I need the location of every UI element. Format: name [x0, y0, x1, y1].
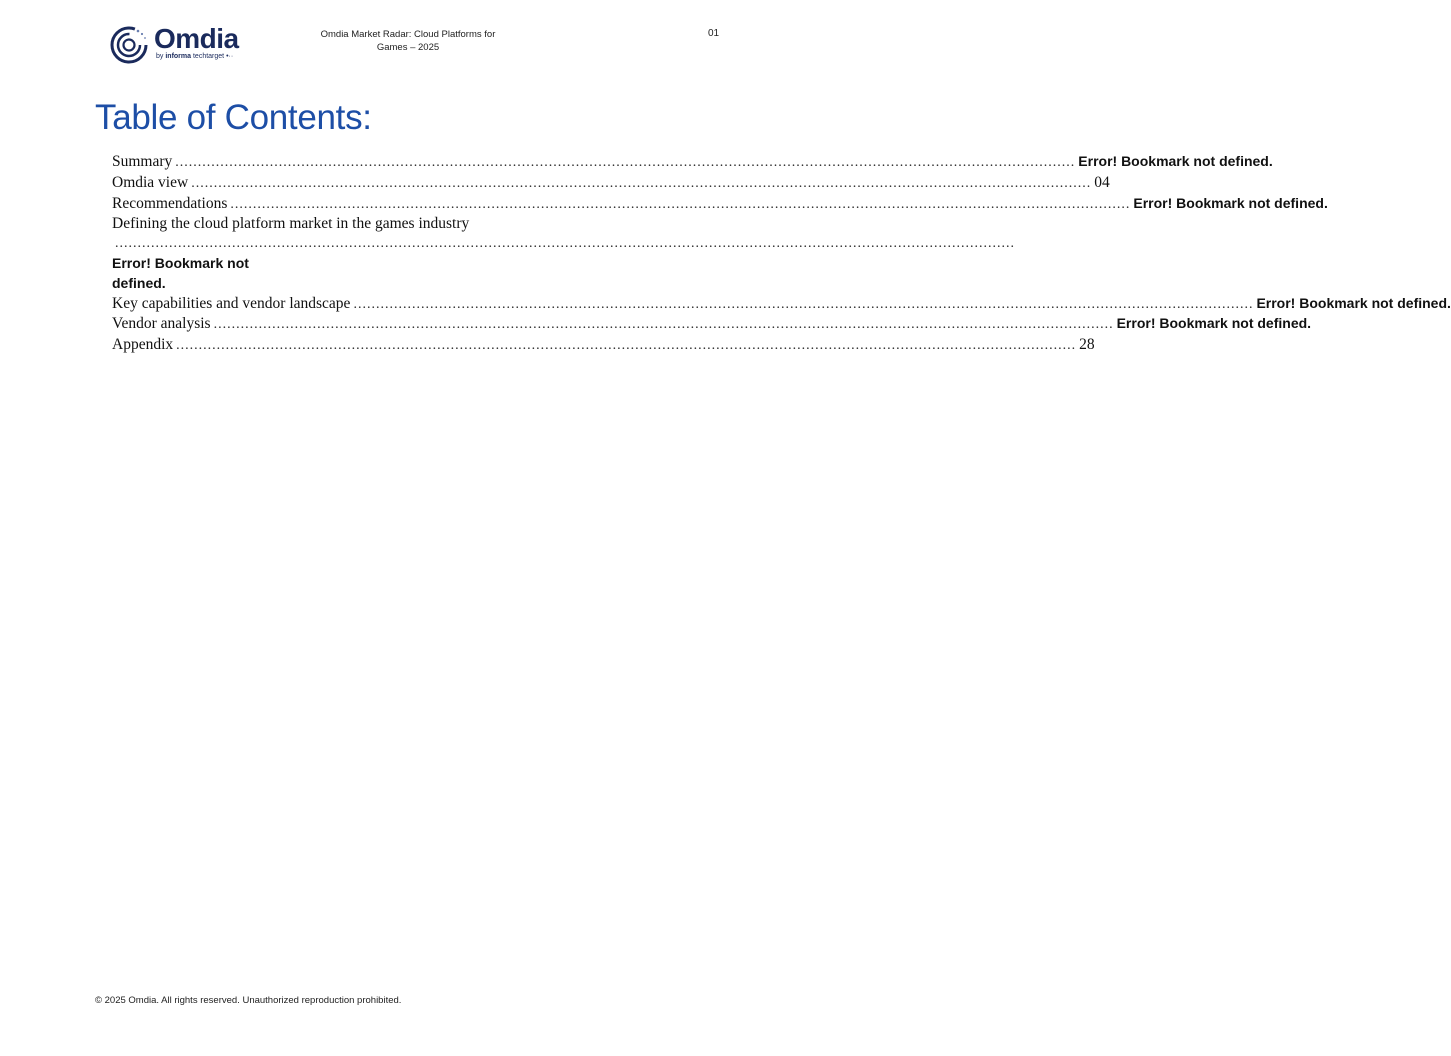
toc-heading: Table of Contents: — [95, 98, 372, 137]
document-title — [300, 28, 516, 54]
dot-leader: ........................................................................................................................................................................................................ — [175, 155, 1076, 170]
omdia-rings-icon — [110, 25, 150, 65]
toc-entry-page: Error! Bookmark not — [112, 254, 249, 271]
toc-entry-title: Summary — [112, 153, 173, 170]
dot-leader: ........................................................................................................................................................................................................ — [115, 236, 1015, 252]
toc-entry-page: Error! Bookmark not defined. — [1078, 153, 1273, 169]
toc-entry[interactable] — [112, 152, 1273, 173]
toc-entry-page-continued: defined. — [112, 274, 166, 291]
toc-entry-title: Key capabilities and vendor landscape — [112, 294, 351, 312]
logo-wordmark: Omdia — [154, 23, 239, 54]
document-title-line2: Games – 2025 — [376, 42, 440, 53]
toc-entry[interactable] — [112, 173, 1110, 194]
dot-leader: ........................................................................................................................................................................................................ — [176, 338, 1077, 354]
toc-entry-title: Recommendations — [112, 194, 228, 212]
toc-entry-page: 28 — [1079, 336, 1095, 354]
toc-entry-page: Error! Bookmark not defined. — [1116, 315, 1312, 332]
toc-entry[interactable] — [112, 335, 1095, 356]
omdia-logo — [110, 25, 250, 65]
page-number: 01 — [708, 28, 720, 39]
toc-entry[interactable] — [112, 314, 1312, 335]
toc-entry-page: 04 — [1094, 173, 1110, 191]
toc-entry[interactable] — [112, 194, 1328, 215]
toc-entry-title: Defining the cloud platform market in the games industry — [112, 215, 470, 233]
toc-entry-page: Error! Bookmark not defined. — [1256, 294, 1451, 311]
dot-leader: ........................................................................................................................................................................................................ — [353, 296, 1254, 312]
dot-leader: ........................................................................................................................................................................................................ — [213, 317, 1114, 333]
copyright-footer: © 2025 Omdia. All rights reserved. Unauthorized reproduction prohibited. — [95, 995, 402, 1006]
toc-entry[interactable] — [112, 294, 1451, 315]
document-title-line1: Omdia Market Radar: Cloud Platforms for — [320, 29, 496, 40]
dot-leader: ........................................................................................................................................................................................................ — [230, 196, 1131, 212]
toc-entry-title: Vendor analysis — [112, 315, 211, 333]
table-of-contents — [112, 152, 1451, 356]
toc-entry-title: Omdia view — [112, 173, 189, 191]
dot-leader: ........................................................................................................................................................................................................ — [191, 175, 1092, 191]
toc-entry[interactable] — [112, 214, 1015, 293]
toc-entry-page: Error! Bookmark not defined. — [1133, 194, 1328, 211]
toc-entry-title: Appendix — [112, 336, 174, 354]
logo-tagline: by informa techtarget •·· — [156, 53, 234, 60]
